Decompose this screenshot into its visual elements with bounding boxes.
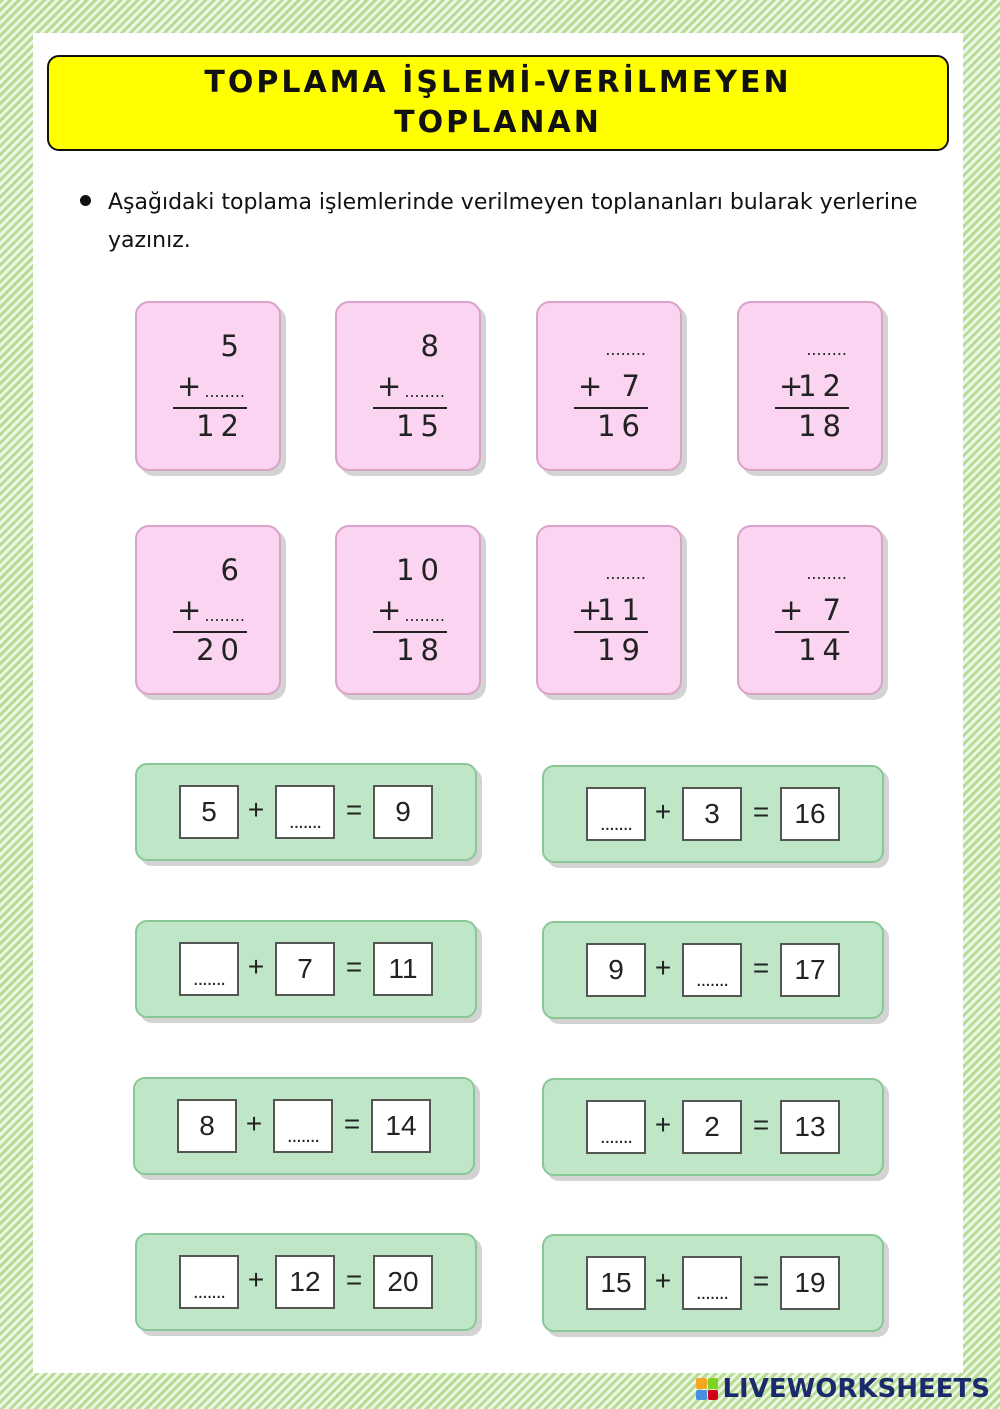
plus-sign: + [247,1264,265,1295]
number-box [780,1256,840,1310]
number-box [780,787,840,841]
addition-card [737,525,883,695]
box-value: 14 [385,1110,417,1141]
box-value: 8 [199,1110,215,1141]
footer-brand: LIVEWORKSHEETS [722,1374,990,1404]
box-value: 16 [794,798,826,829]
plus-sign: + [654,1109,672,1140]
equation-strip [133,1077,475,1175]
equals-sign: = [345,1264,363,1295]
plus-sign: + [177,369,202,403]
number-box [275,1255,335,1309]
number-box [371,1099,431,1153]
box-value: 9 [395,796,411,827]
plus-sign: + [654,796,672,827]
plus-sign: + [654,1265,672,1296]
card-first-addend: 6 [220,553,245,587]
answer-box[interactable] [273,1099,333,1153]
equals-sign: = [345,951,363,982]
box-value: 19 [794,1267,826,1298]
card-second-addend[interactable]: ........ [404,606,445,625]
card-second-addend[interactable]: ........ [204,382,245,401]
card-second-addend[interactable]: ........ [404,382,445,401]
addition-card [135,525,281,695]
card-first-addend[interactable]: ........ [806,564,847,583]
card-first-addend[interactable]: ........ [605,564,646,583]
number-box [373,1255,433,1309]
addition-card [335,525,481,695]
box-value: ....... [600,813,632,835]
equation-strip [542,1234,884,1332]
box-value: ....... [287,1125,319,1147]
card-result: 18 [798,409,847,443]
plus-sign: + [177,593,202,627]
addition-card [536,301,682,471]
card-first-addend[interactable]: ........ [605,340,646,359]
equation-strip [135,920,477,1018]
answer-box[interactable] [179,1255,239,1309]
plus-sign: + [578,593,603,627]
plus-sign: + [779,593,804,627]
box-value: 15 [600,1267,632,1298]
equation-strip [542,921,884,1019]
box-value: 9 [608,954,624,985]
box-value: ....... [193,1281,225,1303]
box-value: 17 [794,954,826,985]
addition-card [135,301,281,471]
plus-sign: + [245,1108,263,1139]
number-box [586,943,646,997]
equation-strip [542,1078,884,1176]
number-box [780,943,840,997]
plus-sign: + [377,369,402,403]
equals-sign: = [752,1109,770,1140]
title-line-1: TOPLAMA İŞLEMİ-VERİLMEYEN [204,65,792,100]
plus-sign: + [779,369,804,403]
box-value: 7 [297,953,313,984]
plus-sign: + [247,794,265,825]
card-second-addend: 12 [798,369,847,403]
footer-branding [696,1375,990,1403]
card-first-addend: 8 [420,329,445,363]
answer-box[interactable] [275,785,335,839]
box-value: ....... [193,968,225,990]
card-result: 18 [396,633,445,667]
number-box [682,787,742,841]
box-value: 2 [704,1111,720,1142]
plus-sign: + [654,952,672,983]
card-second-addend: 7 [822,593,847,627]
plus-sign: + [578,369,603,403]
number-box [179,785,239,839]
card-result: 16 [597,409,646,443]
box-value: 12 [289,1266,321,1297]
number-box [586,1256,646,1310]
answer-box[interactable] [586,1100,646,1154]
addition-card [737,301,883,471]
answer-box[interactable] [586,787,646,841]
card-first-addend: 10 [396,553,445,587]
card-result: 19 [597,633,646,667]
number-box [373,785,433,839]
plus-sign: + [377,593,402,627]
equals-sign: = [752,1265,770,1296]
title-banner [47,55,949,151]
card-first-addend: 5 [220,329,245,363]
title-line-2: TOPLANAN [394,105,602,140]
box-value: ....... [600,1126,632,1148]
card-second-addend: 11 [597,593,646,627]
liveworksheets-logo-icon [696,1378,718,1400]
card-result: 14 [798,633,847,667]
equation-strip [135,763,477,861]
number-box [275,942,335,996]
box-value: ....... [289,811,321,833]
card-second-addend: 7 [621,369,646,403]
number-box [780,1100,840,1154]
number-box [682,1100,742,1154]
answer-box[interactable] [682,1256,742,1310]
answer-box[interactable] [682,943,742,997]
number-box [177,1099,237,1153]
equation-strip [135,1233,477,1331]
box-value: 5 [201,796,217,827]
addition-card [335,301,481,471]
box-value: 11 [388,953,418,984]
instruction-text: Aşağıdaki toplama işlemlerinde verilmeyen toplananları bularak yerlerine yazınız. [108,190,918,253]
box-value: 3 [704,798,720,829]
equals-sign: = [752,952,770,983]
equals-sign: = [752,796,770,827]
equals-sign: = [345,794,363,825]
plus-sign: + [247,951,265,982]
box-value: 13 [794,1111,826,1142]
addition-card [536,525,682,695]
box-value: ....... [696,1282,728,1304]
card-result: 12 [196,409,245,443]
card-second-addend[interactable]: ........ [204,606,245,625]
card-result: 20 [196,633,245,667]
number-box [373,942,433,996]
card-result: 15 [396,409,445,443]
box-value: ....... [696,969,728,991]
answer-box[interactable] [179,942,239,996]
bullet-icon [80,195,91,206]
box-value: 20 [387,1266,419,1297]
equation-strip [542,765,884,863]
equals-sign: = [343,1108,361,1139]
card-first-addend[interactable]: ........ [806,340,847,359]
